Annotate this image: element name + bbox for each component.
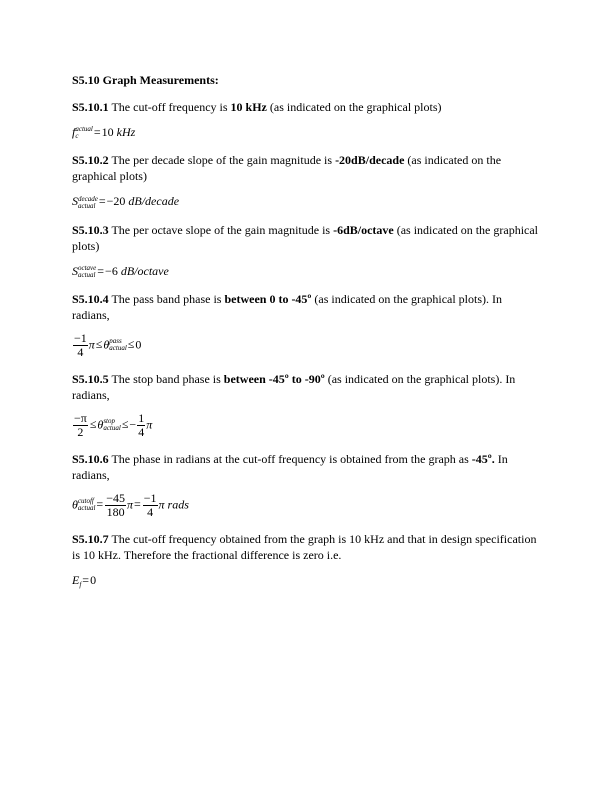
item-text: (as indicated on the graphical plots). In radians,: [72, 291, 503, 322]
item-text: The cut-off frequency is: [108, 100, 231, 114]
item-5-10-7: [72, 531, 540, 563]
fraction: $\frac{1}{4}$: [138, 410, 145, 439]
item-label: S5.10.7: [72, 531, 109, 546]
item-text: In radians,: [72, 451, 508, 482]
item-bold-value: -20dB/decade: [335, 153, 405, 168]
item-text: The stop band phase is: [108, 371, 224, 386]
item-text: (as indicated on the graphical plots): [72, 222, 539, 253]
equation-cutoff-frequency: f actual c =10 kHz: [72, 125, 136, 141]
equation-octave-slope: S octave actual =−6 dB/octave: [72, 263, 169, 279]
fraction: $\frac{-\pi}{2}$: [74, 410, 87, 439]
item-bold-value: -6dB/octave: [333, 222, 394, 237]
item-bold-value: -45º.: [471, 451, 495, 466]
section-heading: S5.10 Graph Measurements:: [72, 73, 219, 87]
item-5-10-4: [72, 291, 540, 323]
item-label: S5.10.1: [72, 100, 109, 114]
item-text: The cut-off frequency obtained from the graph is 10 kHz and that in design specification is 10 kHz. Therefore the fractional difference is zero i.e.: [72, 531, 537, 562]
item-label: S5.10.5: [72, 371, 109, 386]
item-text: (as indicated on the graphical plots): [266, 100, 442, 114]
equation-decade-slope: S decade actual =−20 dB/decade: [72, 194, 180, 210]
item-bold-value: between -45º to -90º: [223, 371, 325, 386]
equation-cutoff-phase: θ cutoff actual = $\frac{-45}{180}$ π= $\frac{-1}{4}$ π rads: [72, 490, 189, 519]
item-label: S5.10.3: [72, 222, 109, 237]
item-bold-value: 10 kHz: [230, 100, 267, 114]
fraction: $\frac{-1}{4}$: [74, 330, 87, 359]
item-text: The pass band phase is: [108, 291, 225, 306]
item-label: S5.10.6: [72, 451, 109, 466]
item-text: (as indicated on the graphical plots). In radians,: [72, 371, 516, 402]
item-text: The phase in radians at the cut-off frequency is obtained from the graph as: [108, 451, 472, 466]
item-5-10-2: [72, 152, 540, 184]
item-bold-value: between 0 to -45º: [224, 291, 312, 306]
equation-fractional-difference: $E_f=0$: [72, 572, 97, 589]
item-5-10-6: [72, 451, 540, 483]
equation-pass-band-phase: $\frac{-1}{4}$ π≤θ pass actual ≤0: [74, 330, 142, 359]
equation-stop-band-phase: $\frac{-\pi}{2}$ ≤θ stop actual ≤− $\frac{1}{4}$ π: [74, 410, 153, 439]
item-5-10-5: [72, 371, 540, 403]
item-text: (as indicated on the graphical plots): [72, 153, 502, 184]
item-text: The per decade slope of the gain magnitude is: [108, 153, 336, 168]
item-5-10-1: [72, 99, 540, 115]
fraction: $\frac{-1}{4}$: [143, 490, 157, 519]
fraction: $\frac{-45}{180}$: [106, 490, 125, 519]
content-area: [72, 72, 540, 605]
item-text: The per octave slope of the gain magnitude is: [108, 222, 334, 237]
item-label: S5.10.2: [72, 153, 109, 168]
item-label: S5.10.4: [72, 291, 109, 306]
item-5-10-3: [72, 222, 540, 254]
